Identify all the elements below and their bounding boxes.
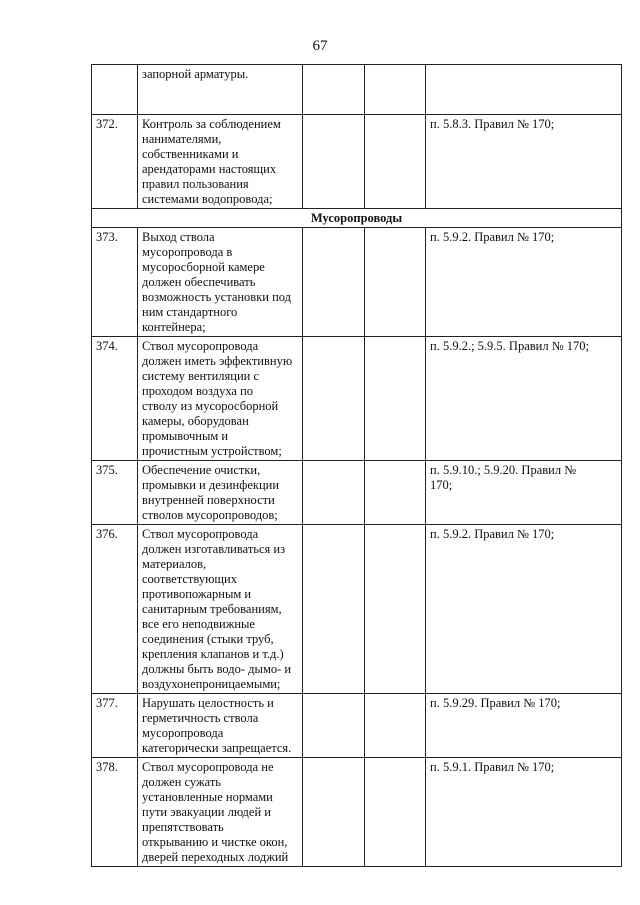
empty-cell (303, 228, 365, 337)
table-row (92, 694, 622, 758)
row-number: 373. (92, 228, 138, 337)
empty-cell (365, 65, 426, 115)
row-reference (426, 65, 622, 115)
empty-cell (303, 758, 365, 867)
row-reference: п. 5.9.2.; 5.9.5. Правил № 170; (426, 337, 622, 461)
row-reference: п. 5.9.1. Правил № 170; (426, 758, 622, 867)
row-description: запорной арматуры. (138, 65, 303, 115)
requirements-table (91, 64, 622, 867)
section-title: Мусоропроводы (92, 209, 622, 228)
empty-cell (365, 337, 426, 461)
empty-cell (303, 115, 365, 209)
row-number: 374. (92, 337, 138, 461)
empty-cell (365, 525, 426, 694)
row-description: Выход ствола мусоропровода в мусоросборной камере должен обеспечивать возможность установки под ним стандартного контейнера; (138, 228, 303, 337)
empty-cell (303, 65, 365, 115)
row-number-cell (92, 65, 138, 115)
row-number: 377. (92, 694, 138, 758)
page-number: 67 (312, 38, 328, 54)
row-description: Нарушать целостность и герметичность ствола мусоропровода категорически запрещается. (138, 694, 303, 758)
row-number: 375. (92, 461, 138, 525)
row-reference: п. 5.9.2. Правил № 170; (426, 228, 622, 337)
row-description: Контроль за соблюдением нанимателями, собственниками и арендаторами настоящих правил пользования системами водопровода; (138, 115, 303, 209)
table-row (92, 758, 622, 867)
table-row-continuation (92, 65, 622, 115)
row-description: Ствол мусоропровода должен иметь эффективную систему вентиляции с проходом воздуха по стволу из мусоросборной камеры, оборудован промывочным и прочистным устройством; (138, 337, 303, 461)
empty-cell (303, 694, 365, 758)
empty-cell (303, 525, 365, 694)
table-row (92, 525, 622, 694)
row-number: 378. (92, 758, 138, 867)
row-number: 372. (92, 115, 138, 209)
row-description: Обеспечение очистки, промывки и дезинфекции внутренней поверхности стволов мусоропроводов; (138, 461, 303, 525)
table-row (92, 115, 622, 209)
empty-cell (303, 337, 365, 461)
row-reference: п. 5.8.3. Правил № 170; (426, 115, 622, 209)
row-description: Ствол мусоропровода должен изготавливаться из материалов, соответствующих противопожарным и санитарным требованиям, все его неподвижные соединения (стыки труб, крепления клапанов и т.д.) должны быть водо- дымо- и воздухонепроницаемыми; (138, 525, 303, 694)
row-reference: п. 5.9.10.; 5.9.20. Правил № 170; (426, 461, 622, 525)
empty-cell (365, 228, 426, 337)
row-number: 376. (92, 525, 138, 694)
empty-cell (365, 115, 426, 209)
empty-cell (365, 694, 426, 758)
row-description: Ствол мусоропровода не должен сужать установленные нормами пути эвакуации людей и препятствовать открыванию и чистке окон, дверей переходных лоджий (138, 758, 303, 867)
row-reference: п. 5.9.29. Правил № 170; (426, 694, 622, 758)
table-row (92, 337, 622, 461)
table-row (92, 228, 622, 337)
empty-cell (365, 758, 426, 867)
row-reference: п. 5.9.2. Правил № 170; (426, 525, 622, 694)
empty-cell (365, 461, 426, 525)
table-body (92, 65, 622, 867)
section-header-row (92, 209, 622, 228)
empty-cell (303, 461, 365, 525)
table-row (92, 461, 622, 525)
